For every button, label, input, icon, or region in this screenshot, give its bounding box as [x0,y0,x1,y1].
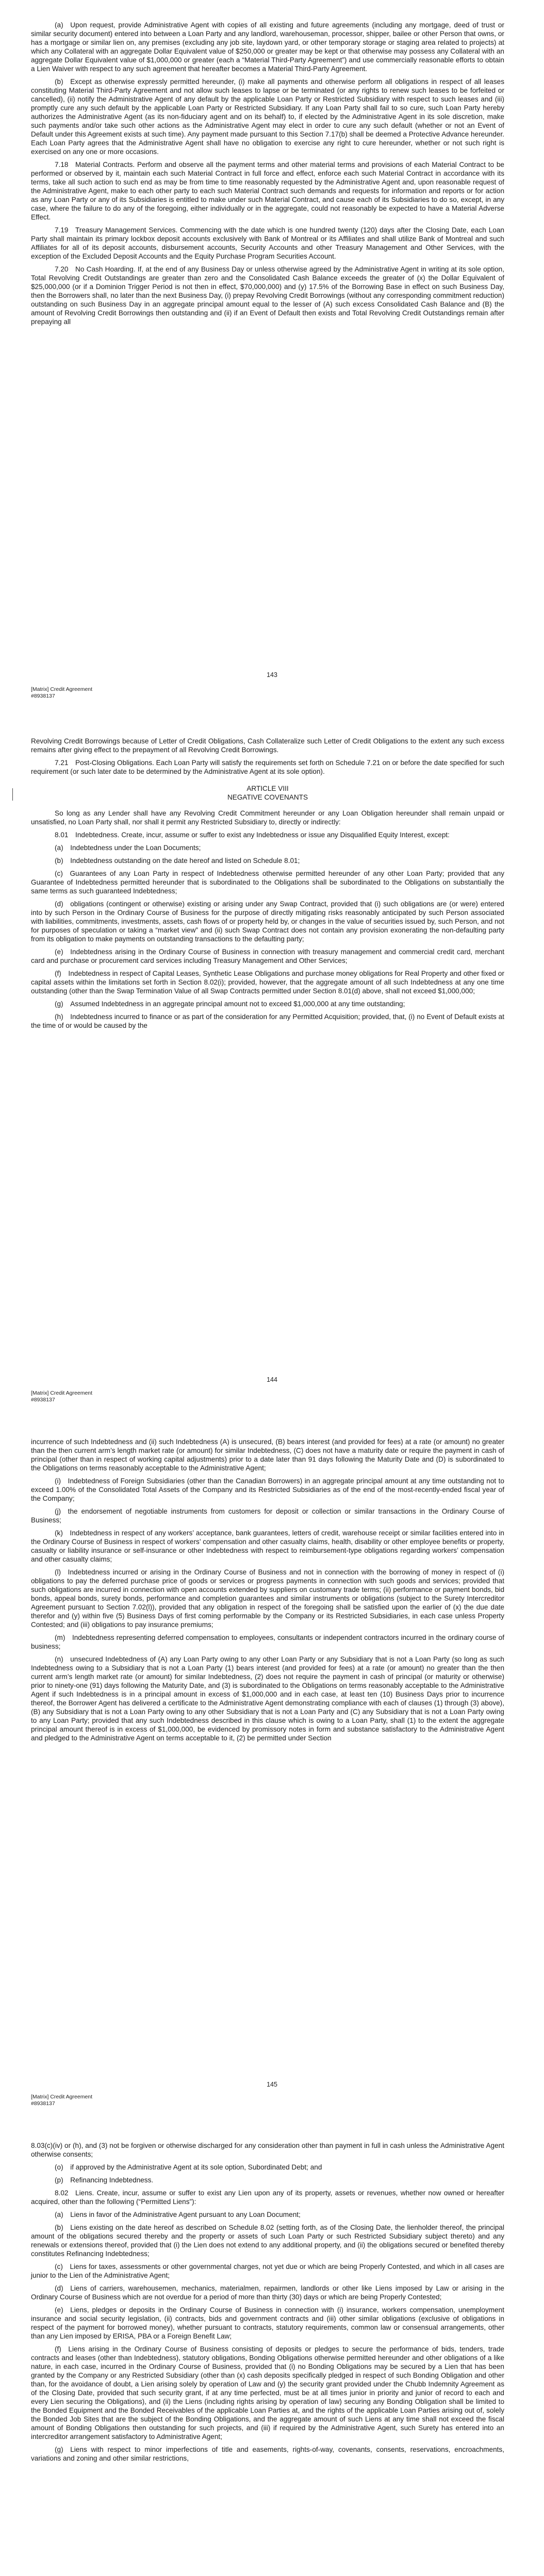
article-title: ARTICLE VIII [246,785,289,792]
paragraph: (a) Upon request, provide Administrative Agent with copies of all existing and future agreements (including any mortgage, deed of trust or similar security document) entered into between a Loan Party and any landlord, warehouseman, processor, shipper, bailee or other Person that owns, or has a mortgage or similar lien on, any premises (excluding any job site, laydown yard, or other temporary storage or staging area related to projects) at which any Collateral with an aggregate Dollar Equivalent value of $250,000 or greater may be kept or that otherwise may possess any Collateral with an aggregate Dollar Equivalent value of $1,000,000 or greater (each a “Material Third-Party Agreement”) and use commercially reasonable efforts to obtain a Lien Waiver with respect to any such agreement that hereafter becomes a Material Third-Party Agreement. [31,21,504,73]
footer-doc-id: #8938137 [31,2100,55,2107]
page-footer [31,686,92,700]
paragraph: (b) Indebtedness outstanding on the date hereof and listed on Schedule 8.01; [55,857,300,865]
paragraph: (c) Guarantees of any Loan Party in respect of Indebtedness otherwise permitted hereunder of any other Loan Party; provided that any Guarantee of Indebtedness permitted hereunder that is subordinated to the Obligations shall be subordinated to the Obligations on substantially the same terms as such guaranteed Indebtedness; [31,870,504,895]
paragraph: (e) Liens, pledges or deposits in the Ordinary Course of Business in connection with (i) insurance, workers compensation, unemployment insurance and social security legislation, (ii) contracts, bids and government contracts and (iii) other similar obligations (exclusive of obligations in respect of the payment for borrowed money), whether pursuant to contracts, statutory requirements, common law or consensual arrangements, other than any Lien imposed by ERISA, PBA or a Foreign Benefit Law; [31,2306,504,2340]
page-1-body [31,21,504,330]
page-2-body [31,737,504,1034]
paragraph: (g) Assumed Indebtedness in an aggregate principal amount not to exceed $1,000,000 at any time outstanding; [55,1000,405,1008]
document-page-2 [0,706,544,1412]
paragraph: (b) Except as otherwise expressly permitted hereunder, (i) make all payments and otherwise perform all obligations in respect of all leases constituting Material Third-Party Agreement and not allow such leases to lapse or be terminated (or any rights to renew such leases to be forfeited or cancelled), (ii) notify the Administrative Agent of any default by the applicable Loan Party or Restricted Subsidiary with respect to such leases and (iii) promptly cure any such default by the applicable Loan Party or Restricted Subsidiary. If any Loan Party shall fail to so cure, such Loan Party hereby authorizes the Administrative Agent (as its non-fiduciary agent and on its behalf) to, if elected by the Administrative Agent in its sole discretion, make such payments and/or take such other actions as the Administrative Agent may elect in order to cure any such default (whether or not an Event of Default under this Agreement exists at such time). Any payment made pursuant to this Section 7.17(b) shall be deemed a Protective Advance hereunder. Each Loan Party agrees that the Administrative Agent shall have no obligation to exercise any right to cure hereunder, whether or not such right is exercised on any one or more occasions. [31,78,504,156]
document-page-1 [0,0,544,706]
paragraph: (j) the endorsement of negotiable instruments from customers for deposit or collection or similar transactions in the Ordinary Course of Business; [31,1507,504,1524]
paragraph: (b) Liens existing on the date hereof as described on Schedule 8.02 (setting forth, as of the Closing Date, the lienholder thereof, the principal amount of the obligations secured thereby and the property or assets of such Loan Party or such Restricted Subsidiary subject thereto) and any renewals or extensions thereof, provided that (i) the Lien does not extend to any additional property, and (ii) the obligations secured or benefited thereby constitutes Refinancing Indebtedness; [31,2224,504,2258]
document-page-3 [0,1412,544,2112]
paragraph: (d) obligations (contingent or otherwise) existing or arising under any Swap Contract, provided that (i) such obligations are (or were) entered into by such Person in the Ordinary Course of Business for the purpose of directly mitigating risks reasonably anticipated by such Person associated with liabilities, commitments, investments, assets, cash flows of or property held by, or changes in the value of securities issued by, such Person, and not for purposes of speculation or taking a “market view” and (ii) such Swap Contract does not contain any provision exonerating the non-defaulting party from its obligation to make payments on outstanding transactions to the defaulting party; [31,900,504,943]
footer-title: [Matrix] Credit Agreement [31,1390,93,1396]
paragraph: (f) Liens arising in the Ordinary Course of Business consisting of deposits or pledges to secure the performance of bids, tenders, trade contracts and leases (other than Indebtedness), statutory obligations, Bonding Obligations otherwise permitted hereunder and other obligations of a like nature, in each case, incurred in the Ordinary Course of Business, provided that (i) no Bonding Obligations may be secured by a Lien that has been granted by the Company or any Restricted Subsidiary (other than (x) cash deposits specifically pledged in respect of such Bonding Obligation and other than, for the avoidance of doubt, a Lien arising solely by operation of Law and (y) the security grant provided under the Chubb Indemnity Agreement as of the Closing Date, provided that such security grant, if at any time perfected, must be at all times junior in priority and junior of record to each and every Lien securing the Obligations), and (ii) the Liens (including rights arising by operation of law) securing any Bonding Obligation shall be limited to the Bonded Equipment and the Bonded Receivables of the applicable Loan Parties at, and the rights of the applicable Loan Parties arising out of, solely the Bonded Job Sites that are the subject of the Bonding Obligations, and the aggregate amount of such Liens at any time shall not exceed the fiscal amount of Bonding Obligations then outstanding for such projects, and (iii) if required by the Administrative Agent, such Surety has entered into an intercreditor arrangement satisfactory to Administrative Agent; [31,2345,504,2441]
paragraph: (n) unsecured Indebtedness of (A) any Loan Party owing to any other Loan Party or any Subsidiary that is not a Loan Party (so long as such Indebtedness owing to a Subsidiary that is not a Loan Party (1) bears interest (and provided for fees) at a rate (or amount) no greater than the then current arm’s length market rate (or amount) for similar Indebtedness, (2) does not require the payment in cash of principal (or maturity or otherwise) prior to ninety-one (91) days following the Maturity Date, and (3) is subordinated to the Obligations on terms reasonably acceptable to the Administrative Agent if such Indebtedness is in a principal amount in excess of $1,000,000 and in each case, at least ten (10) Business Days prior to incurrence thereof, the Borrower Agent has delivered a certificate to the Administrative Agent demonstrating compliance with each of clauses (1) through (3) above), (B) any Subsidiary that is not a Loan Party owing to any other Subsidiary that is not a Loan Party and (C) any Subsidiary that is not a Loan Party owing to any Loan Party; provided that any such Indebtedness described in this clause which is owing to a Loan Party, shall (1) to the extent the aggregate principal amount thereof is in excess of $1,000,000, be evidenced by promissory notes in form and substance satisfactory to the Administrative Agent and pledged to the Administrative Agent on terms acceptable to it, (2) be permitted under Section [31,1655,504,1742]
paragraph: (i) Indebtedness of Foreign Subsidiaries (other than the Canadian Borrowers) in an aggregate principal amount at any time outstanding not to exceed 1.00% of the Consolidated Total Assets of the Company and its Restricted Subsidiaries as of the end of the most-recently-ended fiscal year of the Company; [31,1477,504,1502]
paragraph: (p) Refinancing Indebtedness. [55,2176,154,2184]
paragraph: (l) Indebtedness incurred or arising in the Ordinary Course of Business and not in connection with the borrowing of money in respect of (i) obligations to pay the deferred purchase price of goods or services or progress payments in connection with such goods and services; provided that such obligations are incurred in connection with open accounts extended by suppliers on customary trade terms; (ii) performance or payment bonds, bid bonds, appeal bonds, surety bonds, performance and completion guarantees and similar instruments or obligations (subject to the Surety Intercreditor Agreement pursuant to Section 7.02(l)), provided that any obligation in respect of the foregoing shall be satisfied upon the earlier of (x) the due date therefor and (y) within five (5) Business Days of first coming performable by the Company or its Restricted Subsidiaries, in each case unless Property Contested; and (iii) obligations to pay insurance premiums; [31,1568,504,1629]
page-number: 144 [267,1376,277,1383]
paragraph: (o) if approved by the Administrative Agent at its sole option, Subordinated Debt; and [55,2163,322,2171]
paragraph: (k) Indebtedness in respect of any workers’ acceptance, bank guarantees, letters of credit, warehouse receipt or similar facilities entered into in the Ordinary Course of Business in respect of workers’ compensation and other casualty claims, health, disability or other employee benefits or property, casualty or liability insurance or self-insurance or other Indebtedness with respect to reimbursement-type obligations regarding workers’ compensation and other casualty claims; [31,1529,504,1563]
footer-doc-id: #8938137 [31,693,55,699]
paragraph: 8.03(c)(iv) or (h), and (3) not be forgiven or otherwise discharged for any consideration other than payment in full in cash unless the Administrative Agent otherwise consents; [31,2142,504,2158]
footer-title: [Matrix] Credit Agreement [31,686,93,692]
footer-title: [Matrix] Credit Agreement [31,2094,93,2100]
paragraph: (h) Indebtedness incurred to finance or as part of the consideration for any Permitted Acquisition; provided, that, (i) no Event of Default exists at the time of or would be caused by the [31,1013,504,1029]
paragraph: (a) Indebtedness under the Loan Documents; [55,844,201,852]
paragraph: incurrence of such Indebtedness and (ii) such Indebtedness (A) is unsecured, (B) bears interest (and provided for fees) at a rate (or amount) no greater than the then current arm’s length market rate (or amount) for similar Indebtedness, (C) does not have a maturity date or require the payment in cash of principal (other than in respect of working capital adjustments) prior to a date later than 91 days following the Maturity Date and (D) is subordinated to the Obligations on terms reasonably acceptable to the Administrative Agent; [31,1438,504,1472]
paragraph: 8.01 Indebtedness. Create, incur, assume or suffer to exist any Indebtedness or issue any Disqualified Equity Interest, except: [55,831,450,839]
revision-bar [12,788,13,801]
footer-doc-id: #8938137 [31,1397,55,1403]
paragraph: (f) Indebtedness in respect of Capital Leases, Synthetic Lease Obligations and purchase money obligations for Real Property and other fixed or capital assets within the limitations set forth in Section 8.02(i); provided, however, that the aggregate amount of all such Indebtedness at any one time outstanding (other than the Swap Termination Value of all Swap Contracts permitted under Section 8.01(d) above, shall not exceed $1,000,000; [31,970,504,995]
paragraph: (g) Liens with respect to minor imperfections of title and easements, rights-of-way, covenants, consents, reservations, encroachments, variations and zoning and other similar restrictions, [31,2446,504,2462]
paragraph: (d) Liens of carriers, warehousemen, mechanics, materialmen, repairmen, landlords or other like Liens imposed by Law or arising in the Ordinary Course of Business which are not overdue for a period of more than thirty (30) days or which are being Properly Contested; [31,2284,504,2301]
page-number: 145 [267,2081,277,2088]
paragraph: 7.21 Post-Closing Obligations. Each Loan Party will satisfy the requirements set forth on Schedule 7.21 on or before the date specified for such requirement (or such later date to be determined by the Administrative Agent at its sole option). [31,759,504,775]
paragraph: 7.19 Treasury Management Services. Commencing with the date which is one hundred twenty (120) days after the Closing Date, each Loan Party shall maintain its primary lockbox deposit accounts exclusively with Bank of Montreal or its Affiliates and shall utilize Bank of Montreal and such Affiliates for all of its deposit accounts, disbursement accounts, Security Accounts and other Treasury Management and Other Services, with the exception of the Excluded Deposit Accounts and the Equity Purchase Program Securities Account. [31,226,504,260]
page-3-body [31,1437,504,1747]
paragraph: Revolving Credit Borrowings because of Letter of Credit Obligations, Cash Collateralize such Letter of Credit Obligations to the extent any such excess remains after giving effect to the prepayment of all Revolving Credit Borrowings. [31,737,504,754]
page-footer [31,1390,92,1403]
article-subtitle: NEGATIVE COVENANTS [227,793,308,801]
paragraph: 8.02 Liens. Create, incur, assume or suffer to exist any Lien upon any of its property, assets or revenues, whether now owned or hereafter acquired, other than the following (“Permitted Liens”): [31,2189,504,2206]
paragraph: (e) Indebtedness arising in the Ordinary Course of Business in connection with treasury management and commercial credit card, merchant card and purchase or procurement card services including Treasury Management and Other Services; [31,948,504,964]
page-number: 143 [267,671,277,679]
document-page-4 [0,2112,544,2576]
paragraph: 7.18 Material Contracts. Perform and observe all the payment terms and other material terms and provisions of each Material Contract to be performed or observed by it, maintain each such Material Contract in full force and effect, enforce each such Material Contract in accordance with its terms, take all such action to such end as may be from time to time reasonably requested by the Administrative Agent and, upon reasonable request of the Administrative Agent, make to each other party to each such Material Contract such demands and requests for information and reports or for action as any Loan Party or any of its Subsidiaries is entitled to make under such Material Contract, and cause each of its Subsidiaries to do so, except, in any case, where the failure to do any of the foregoing, either individually or in the aggregate, could not reasonably be expected to have a Material Adverse Effect. [31,161,504,221]
page-footer [31,2094,92,2107]
page-4-body [31,2141,504,2467]
paragraph: (m) Indebtedness representing deferred compensation to employees, consultants or independent contractors incurred in the ordinary course of business; [31,1634,504,1650]
paragraph: (c) Liens for taxes, assessments or other governmental charges, not yet due or which are being Properly Contested, and which in all cases are junior to the Lien of the Administrative Agent; [31,2263,504,2279]
paragraph: So long as any Lender shall have any Revolving Credit Commitment hereunder or any Loan Obligation hereunder shall remain unpaid or unsatisfied, no Loan Party shall, nor shall it permit any Restricted Subsidiary to, directly or indirectly: [31,809,504,826]
paragraph: (a) Liens in favor of the Administrative Agent pursuant to any Loan Document; [55,2211,301,2218]
paragraph: 7.20 No Cash Hoarding. If, at the end of any Business Day or unless otherwise agreed by the Administrative Agent in writing at its sole option, Total Revolving Credit Outstandings are greater than zero and the Consolidated Cash Balance exceeds the greater of (x) the Dollar Equivalent of $25,000,000 (or if a Dominion Trigger Period is not then in effect, $70,000,000) and (y) 17.5% of the Borrowing Base in effect on such Business Day, then the Borrowers shall, no later than the next Business Day, (i) prepay Revolving Credit Borrowings (without any corresponding commitment reduction) outstanding on such Business Day in an aggregate principal amount equal to the lesser of (A) such excess Consolidated Cash Balance and (B) the amount of Revolving Credit Borrowings then outstanding and (ii) if an Event of Default then exists and Total Revolving Credit Outstandings remain after prepaying all [31,265,504,326]
